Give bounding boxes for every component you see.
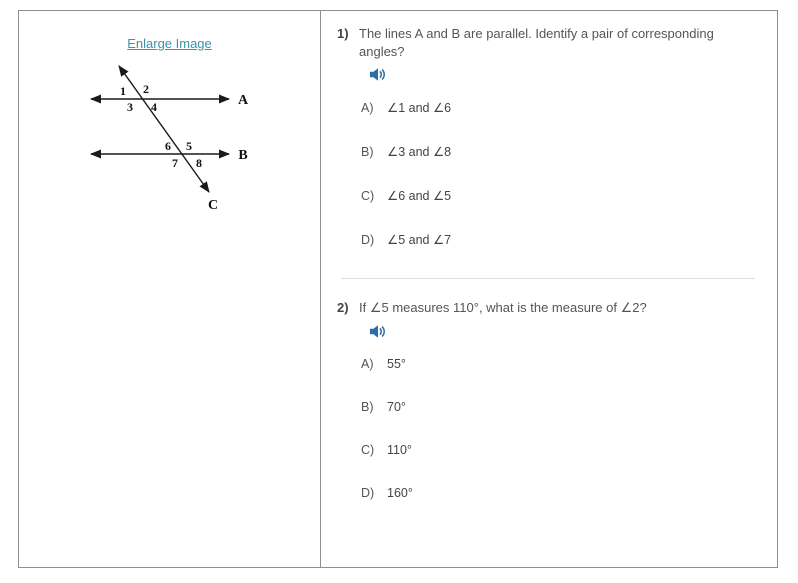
- choice-letter: B): [361, 399, 374, 414]
- enlarge-image-link[interactable]: Enlarge Image: [127, 36, 212, 51]
- angle-7-label: 7: [172, 156, 178, 170]
- answer-choice-b[interactable]: [361, 400, 759, 414]
- quiz-frame: [18, 10, 778, 568]
- choice-text: ∠1 and ∠6: [387, 101, 452, 116]
- question-divider: [341, 278, 755, 279]
- question-text: The lines A and B are parallel. Identify a pair of corresponding angles?: [359, 26, 714, 59]
- choice-text: 70°: [387, 399, 406, 414]
- answer-choice-b[interactable]: [361, 144, 759, 159]
- answer-choice-c[interactable]: [361, 188, 759, 203]
- choice-letter: A): [361, 101, 374, 116]
- choice-text: 110°: [387, 442, 412, 457]
- choice-text: ∠3 and ∠8: [387, 145, 452, 160]
- choice-letter: A): [361, 356, 374, 371]
- answer-choice-d[interactable]: [361, 486, 759, 500]
- answer-choice-a[interactable]: [361, 100, 759, 115]
- audio-speaker-icon[interactable]: [369, 324, 387, 339]
- line-c-label: C: [207, 198, 219, 213]
- choice-letter: C): [361, 442, 375, 457]
- line-b-label: B: [238, 148, 248, 163]
- answer-choice-c[interactable]: [361, 443, 759, 457]
- answer-choice-d[interactable]: [361, 232, 759, 247]
- parallel-lines-diagram: [19, 61, 319, 221]
- angle-4-label: 4: [151, 100, 157, 114]
- choice-letter: B): [361, 145, 374, 160]
- angle-2-label: 2: [143, 82, 149, 96]
- choice-letter: D): [361, 233, 375, 248]
- speaker-icon: [369, 67, 387, 82]
- line-a-label: A: [237, 93, 249, 108]
- transversal-line: [119, 66, 209, 192]
- question-text: If ∠5 measures 110°, what is the measure of ∠2?: [359, 300, 647, 316]
- audio-speaker-icon[interactable]: [369, 67, 387, 82]
- angle-5-label: 5: [186, 139, 192, 153]
- question-block-2: [337, 299, 759, 529]
- speaker-icon: [369, 324, 387, 339]
- angle-3-label: 3: [127, 100, 133, 114]
- choice-text: 160°: [387, 485, 413, 500]
- angle-8-label: 8: [196, 156, 202, 170]
- choice-letter: C): [361, 189, 375, 204]
- questions-panel: [321, 11, 777, 567]
- question-block-1: [337, 25, 759, 276]
- image-panel: [19, 11, 321, 567]
- question-number: 1): [337, 26, 349, 41]
- choices-list: [359, 100, 759, 247]
- angle-6-label: 6: [165, 139, 171, 153]
- choice-text: 55°: [387, 356, 406, 371]
- question-number: 2): [337, 300, 349, 316]
- answer-choice-a[interactable]: [361, 357, 759, 371]
- angle-1-label: 1: [120, 84, 126, 98]
- choice-letter: D): [361, 485, 375, 500]
- choice-text: ∠6 and ∠5: [387, 189, 452, 204]
- choice-text: ∠5 and ∠7: [387, 233, 452, 248]
- choices-list: [359, 357, 759, 500]
